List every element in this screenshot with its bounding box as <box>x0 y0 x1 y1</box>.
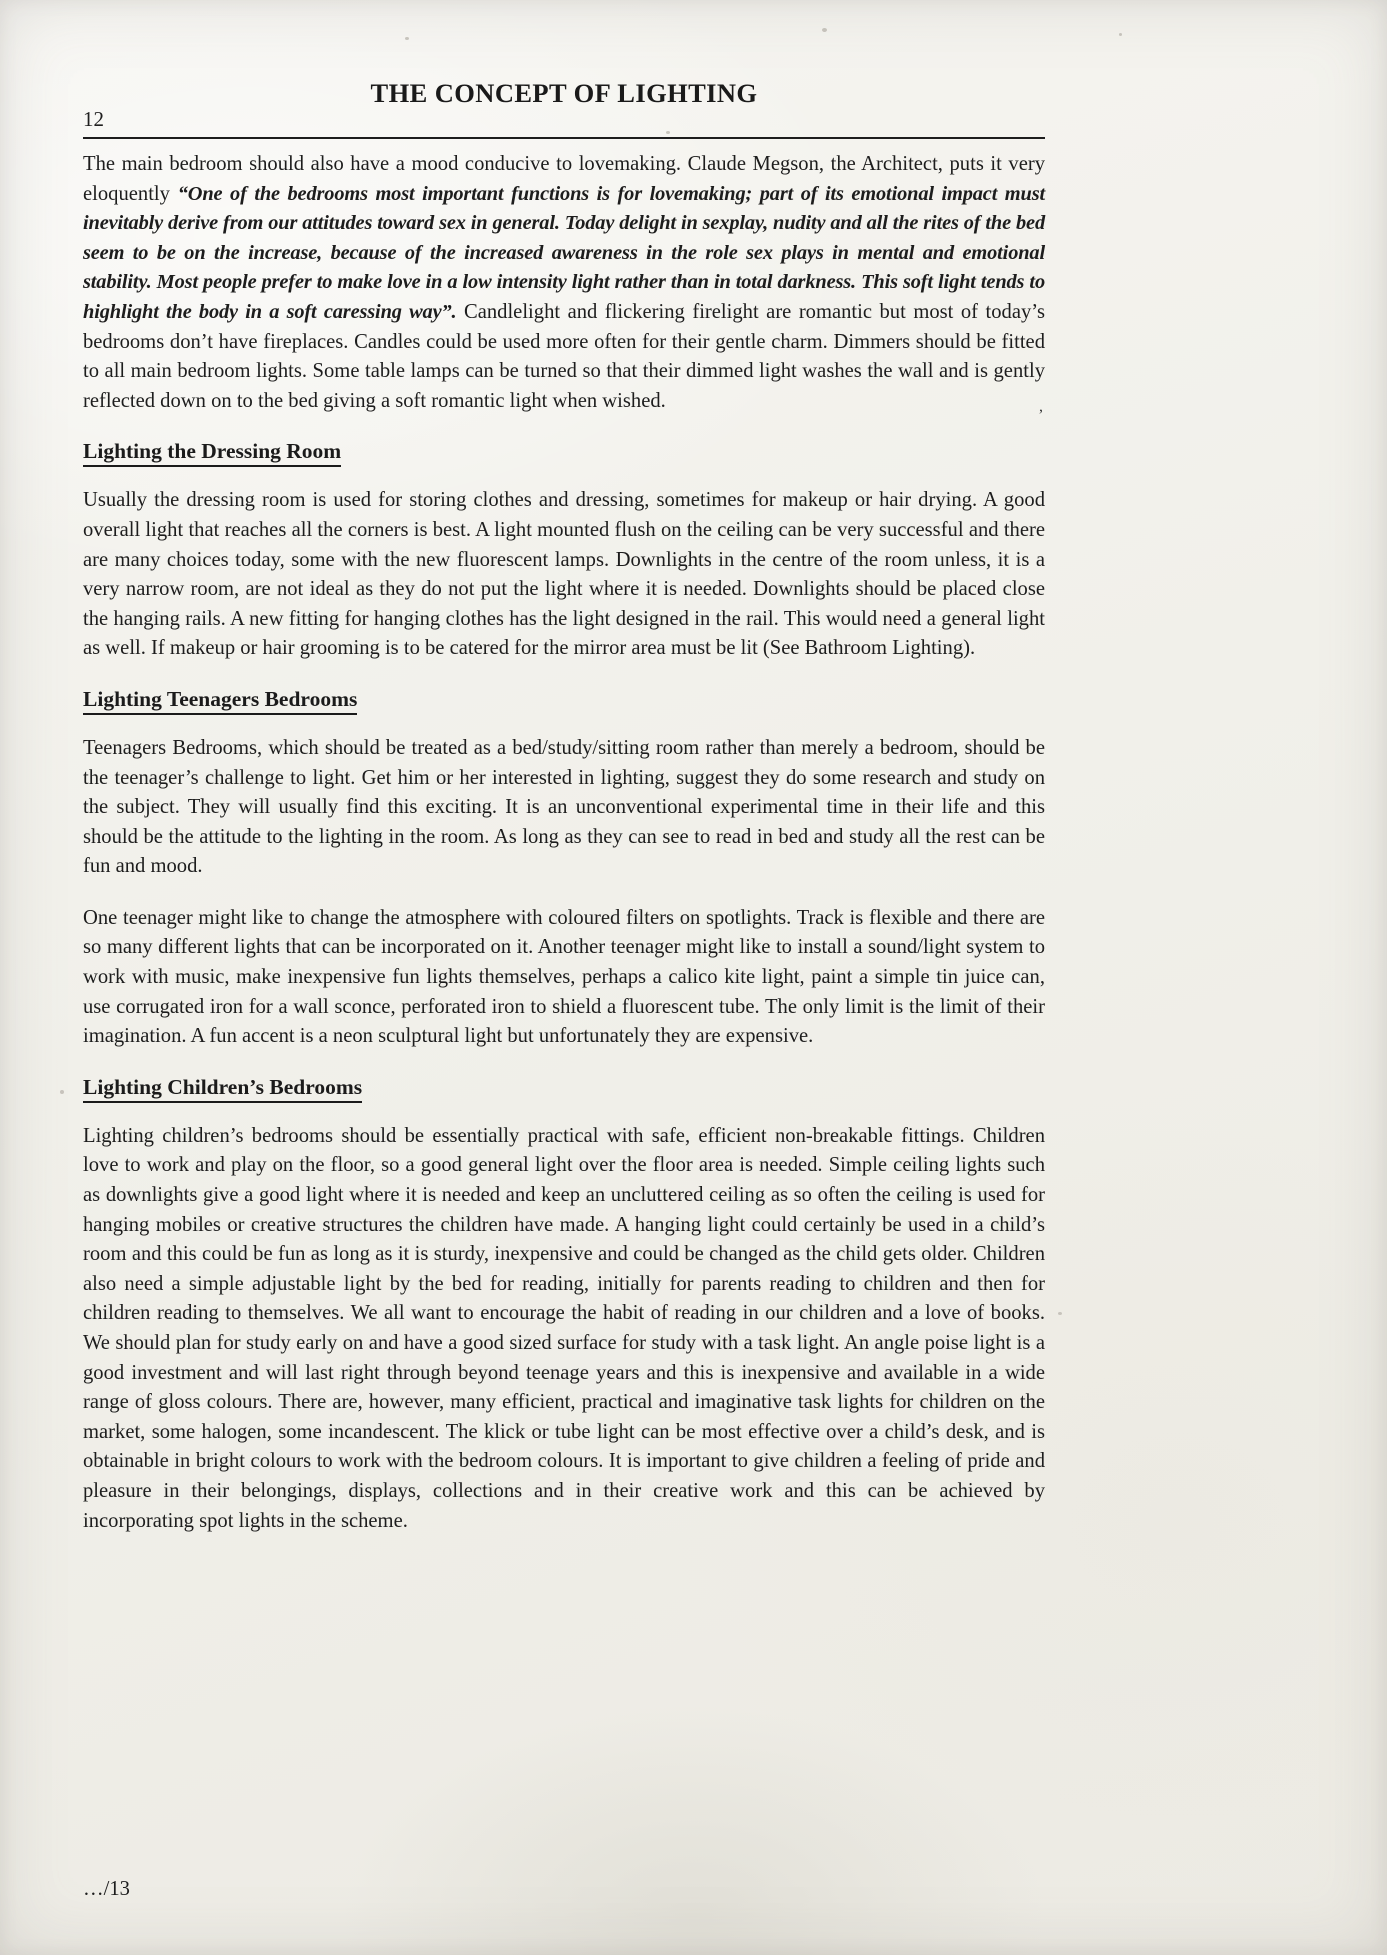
scan-speck <box>1058 1312 1062 1315</box>
paragraph-teenagers-1: Teenagers Bedrooms, which should be treated as a bed/study/sitting room rather than merely a bedroom, should be the teenager’s challenge to light. Get him or her interested in lighting, suggest they do some research and study on the subject. They will usually find this exciting. It is an unconventional experimental time in their life and this should be the attitude to the lighting in the room. As long as they can see to read in bed and study all the rest can be fun and mood. <box>83 736 1045 878</box>
section-heading-teenagers-bedrooms <box>83 686 1045 712</box>
paragraph-teenagers-2: One teenager might like to change the atmosphere with coloured filters on spotlights. Track is flexible and there are so many different lights that can be incorporated on it. Another teenager might like to install a sound/light system to work with music, make inexpensive fun lights themselves, perhaps a calico kite light, paint a simple tin juice can, use corrugated iron for a wall sconce, perforated iron to shield a fluorescent tube. The only limit is the limit of their imagination. A fun accent is a neon sculptural light but unfortunately they are expensive. <box>83 906 1045 1048</box>
scan-speck <box>405 37 409 40</box>
scan-speck <box>1119 33 1122 36</box>
scan-speck <box>822 28 827 32</box>
paragraph-lead-text: The main bedroom should also have a mood conducive to lovemaking. Claude Megson, the Architect, puts it very eloquently <box>83 153 1045 205</box>
page-number: 12 <box>83 107 104 131</box>
section-heading-text: Lighting the Dressing Room <box>83 439 341 467</box>
stray-pen-mark: , <box>1039 398 1043 415</box>
page-body <box>83 150 1045 1556</box>
paragraph-dressing-room-1: Usually the dressing room is used for storing clothes and dressing, sometimes for makeup or hair drying. A good overall light that reaches all the corners is best. A light mounted flush on the ceiling can be very successful and there are many choices today, some with the new fluorescent lamps. Downlights in the centre of the room unless, it is a very narrow room, are not ideal as they do not put the light where it is needed. Downlights should be placed close the hanging rails. A new fitting for hanging clothes has the light designed in the rail. This would need a general light as well. If makeup or hair grooming is to be catered for the mirror area must be lit (See Bathroom Lighting). <box>83 489 1045 660</box>
scan-speck <box>60 1090 64 1094</box>
section-heading-dressing-room <box>83 438 1045 464</box>
scan-speck <box>666 131 670 134</box>
page-continuation-footer: …/13 <box>83 1878 130 1900</box>
header-divider-rule <box>83 137 1045 139</box>
paragraph-main-bedroom <box>83 150 1045 416</box>
section-heading-text: Lighting Children’s Bedrooms <box>83 1075 362 1103</box>
paragraph-tail-text: Candlelight and flickering firelight are romantic but most of today’s bedrooms don’t have fireplaces. Candles could be used more often for their gentle charm. Dimmers should be fitted to all main bedroom lights. Some table lamps can be turned so that their dimmed light washes the wall and is gently reflected down on to the bed giving a soft romantic light when wished. <box>83 300 1045 412</box>
megson-blockquote: “One of the bedrooms most important functions is for lovemaking; part of its emotional impact must inevitably derive from our attitudes toward sex in general. Today delight in sexplay, nudity and all the rites of the bed seem to be on the increase, because of the increased awareness in the role sex plays in mental and emotional stability. Most people prefer to make love in a low intensity light rather than in total darkness. This soft light tends to highlight the body in a soft caressing way”. <box>83 182 1045 323</box>
section-heading-text: Lighting Teenagers Bedrooms <box>83 687 357 715</box>
page-header-title: THE CONCEPT OF LIGHTING <box>370 78 758 108</box>
section-heading-childrens-bedrooms <box>83 1074 1045 1100</box>
paragraph-childrens-1: Lighting children’s bedrooms should be essentially practical with safe, efficient non-breakable fittings. Children love to work and play on the floor, so a good general light over the floor area is needed. Simple ceiling lights such as downlights give a good light where it is needed and keep an uncluttered ceiling as so often the ceiling is used for hanging mobiles or creative structures the children have made. A hanging light could certainly be used in a child’s room and this could be fun as long as it is sturdy, inexpensive and could be changed as the child gets older. Children also need a simple adjustable light by the bed for reading, initially for parents reading to children and then for children reading to themselves. We all want to encourage the habit of reading in our children and a love of books. We should plan for study early on and have a good sized surface for study with a task light. An angle poise light is a good investment and will last right through beyond teenage years and this is inexpensive and available in a wide range of gloss colours. There are, however, many efficient, practical and imaginative task lights for children on the market, some halogen, some incandescent. The klick or tube light can be most effective over a child’s desk, and is obtainable in bright colours to work with the bedroom colours. It is important to give children a feeling of pride and pleasure in their belongings, displays, collections and in their creative work and this can be achieved by incorporating spot lights in the scheme. <box>83 1124 1045 1532</box>
